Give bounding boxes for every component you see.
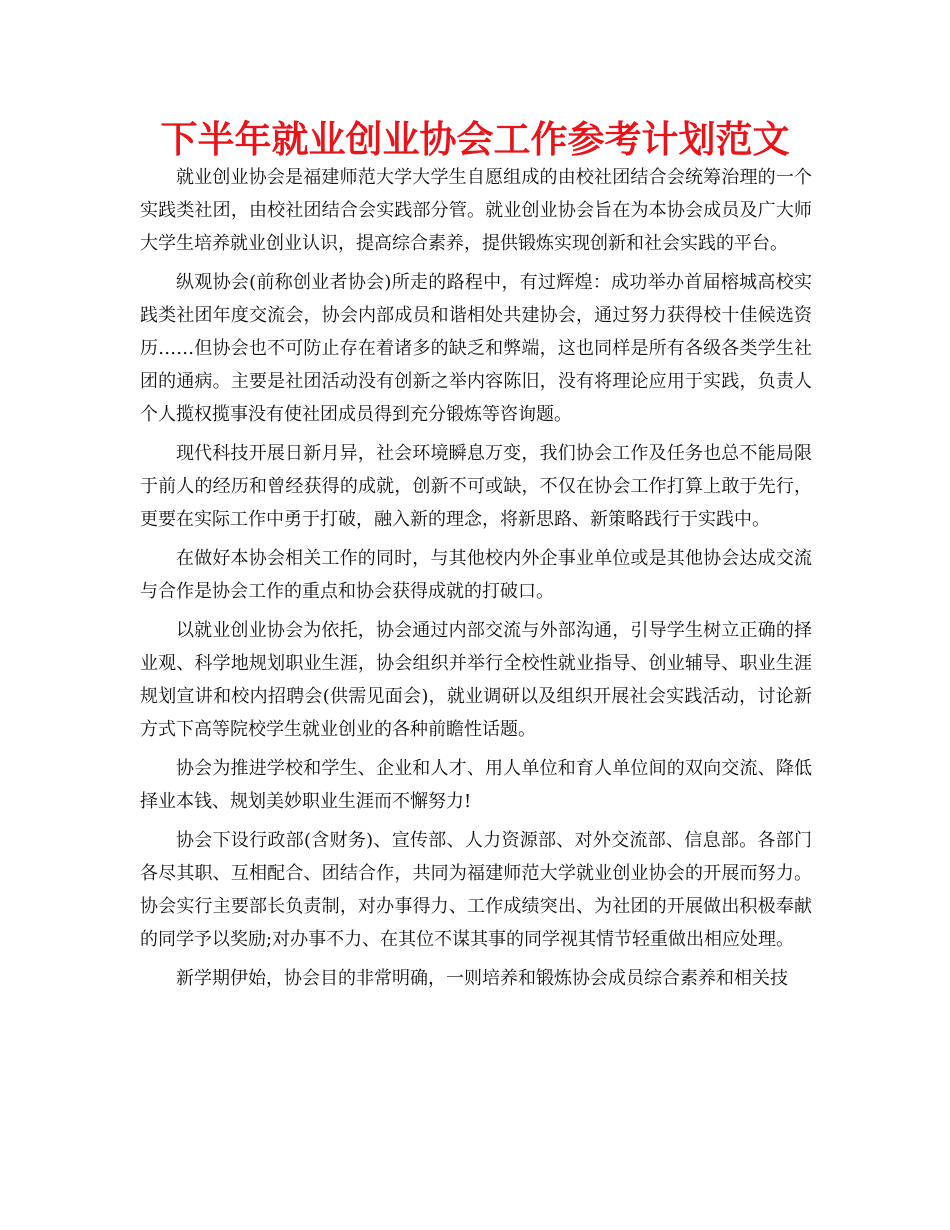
paragraph-2: 纵观协会(前称创业者协会)所走的路程中，有过辉煌：成功举办首届榕城高校实践类社团年度交流会，协会内部成员和谐相处共建协会，通过努力获得校十佳候选资历……但协会也不可防止存在着诸多的缺乏和弊端，这也同样是所有各级各类学生社团的通病。主要是社团活动没有创新之举内容陈旧，没有将理论应用于实践，负责人个人揽权揽事没有使社团成员得到充分锻炼等咨询题。 (140, 272, 812, 425)
document-title: 下半年就业创业协会工作参考计划范文 (160, 118, 790, 161)
paragraph-1: 就业创业协会是福建师范大学大学生自愿组成的由校社团结合会统筹治理的一个实践类社团，由校社团结合会实践部分管。就业创业协会旨在为本协会成员及广大师大学生培养就业创业认识，提高综合素养，提供锻炼实现创新和社会实践的平台。 (140, 167, 812, 254)
paragraph-3: 现代科技开展日新月异，社会环境瞬息万变，我们协会工作及任务也总不能局限于前人的经历和曾经获得的成就，创新不可或缺，不仅在协会工作打算上敢于先行，更要在实际工作中勇于打破，融入新的理念，将新思路、新策略践行于实践中。 (140, 443, 812, 530)
paragraph-5: 以就业创业协会为依托，协会通过内部交流与外部沟通，引导学生树立正确的择业观、科学地规划职业生涯，协会组织并举行全校性就业指导、创业辅导、职业生涯规划宣讲和校内招聘会(供需见面会)，就业调研以及组织开展社会实践活动，讨论新方式下高等院校学生就业创业的各种前瞻性话题。 (140, 620, 812, 740)
paragraph-8: 新学期伊始，协会目的非常明确，一则培养和锻炼协会成员综合素养和相关技 (176, 968, 788, 989)
document-body (140, 161, 812, 1001)
paragraph-6: 协会为推进学校和学生、企业和人才、用人单位和育人单位间的双向交流、降低择业本钱、规划美妙职业生涯而不懈努力! (140, 758, 812, 812)
paragraph-4: 在做好本协会相关工作的同时，与其他校内外企事业单位或是其他协会达成交流与合作是协会工作的重点和协会获得成就的打破口。 (140, 548, 812, 602)
paragraph-7: 协会下设行政部(含财务)、宣传部、人力资源部、对外交流部、信息部。各部门各尽其职、互相配合、团结合作，共同为福建师范大学就业创业协会的开展而努力。协会实行主要部长负责制，对办事得力、工作成绩突出、为社团的开展做出积极奉献的同学予以奖励;对办事不力、在其位不谋其事的同学视其情节轻重做出相应处理。 (140, 830, 812, 950)
